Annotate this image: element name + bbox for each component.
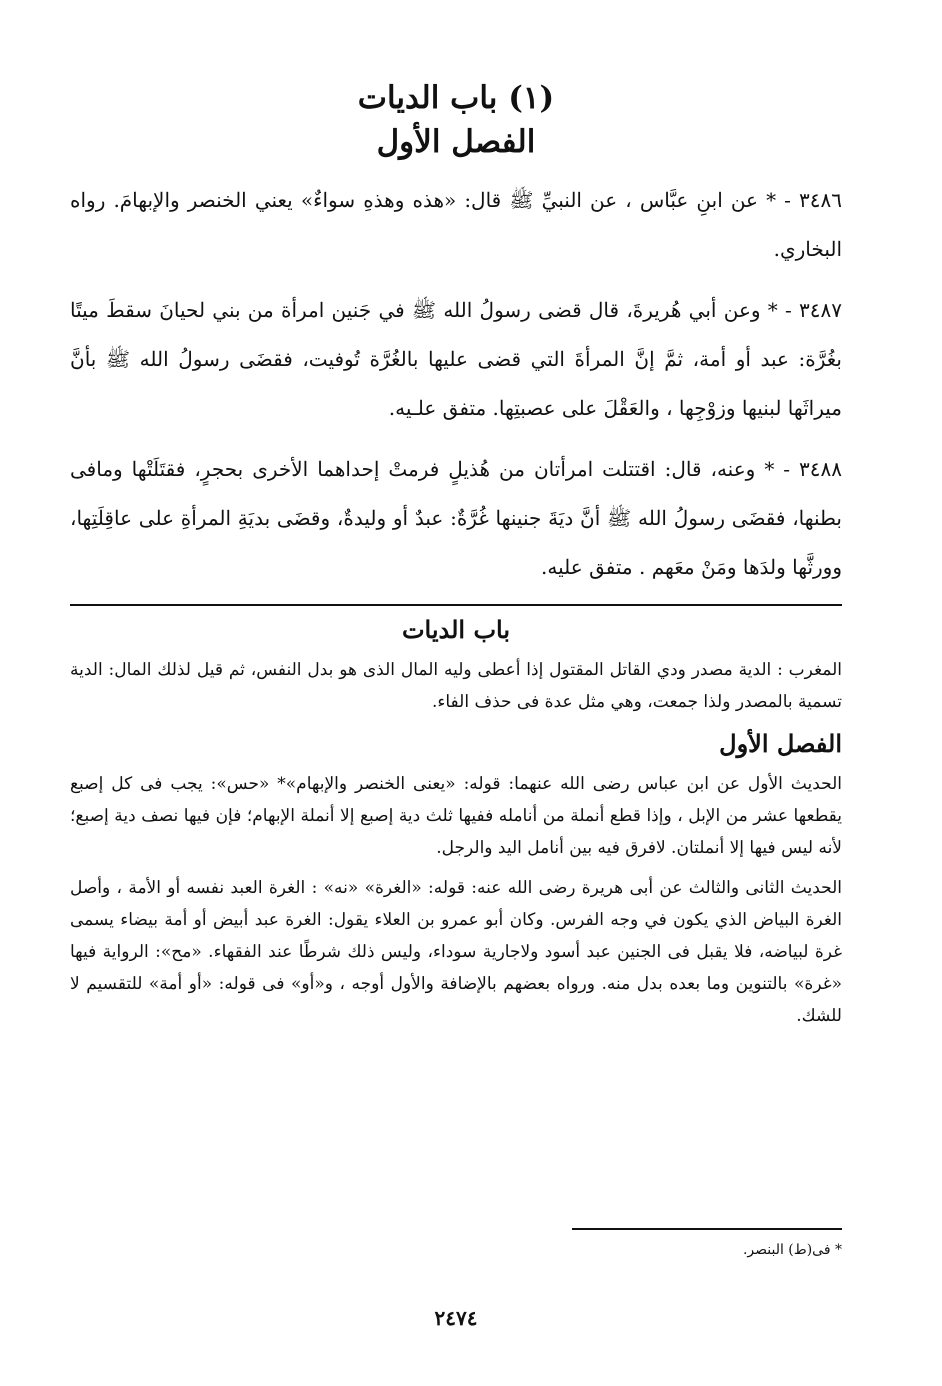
commentary-paragraph-1: الحديث الأول عن ابن عباس رضى الله عنهما: قوله: «يعنى الخنصر والإبهام»* «حس»: يجب فى كل إصبع يقطعها عشر من الإبل ، وإذا قطع أنملة من أنامله ففيها ثلث دية إصبع إلا أنملة الإبهام؛ فإن فيها نصف دية إصبع؛ لأنه ليس فيها إلا أنملتان. لافرق فيه بين أنامل اليد والرجل. [70, 774, 842, 858]
commentary-subtitle: الفصل الأول [719, 729, 842, 758]
hadith-text: عن ابنِ عبَّاس ، عن النبيِّ ﷺ قال: «هذه وهذهِ سواءٌ» يعني الخنصر والإبهامَ. رواه البخاري. [70, 188, 842, 261]
chapter-title: (١) باب الديات [357, 80, 555, 116]
section-title: الفصل الأول [376, 124, 536, 160]
commentary-divider [70, 604, 842, 606]
hadith-number: ٣٤٨٦ - * [766, 188, 842, 212]
footnote-rule [572, 1228, 842, 1230]
hadith-text: وعن أبي هُريرةَ، قال قضى رسولُ الله ﷺ في جَنين امرأة من بني لحيانَ سقطَ ميتًا بغُرَّة: عبد أو أمة، ثمَّ إنَّ المرأةَ التي قضى عليها بالغُرَّة تُوفيت، فقضَى رسولُ الله ﷺ بأنَّ ميراثَها لبنيها وزوْجِها ، والعَقْلَ على عصبتِها. متفق علـيه. [70, 298, 842, 420]
commentary-paragraph-2: الحديث الثانى والثالث عن أبى هريرة رضى الله عنه: قوله: «الغرة» «نه» : الغرة العبد نفسه أو الأمة ، وأصل الغرة البياض الذي يكون في وجه الفرس. وكان أبو عمرو بن العلاء يقول: الغرة عبد أبيض أو أمة بيضاء يسمى غرة لبياضه، فلا يقبل فى الجنين عبد أسود ولاجارية سوداء، وليس ذلك شرطًا عند الفقهاء. «مح»: الرواية فيها «غرة» بالتنوين وما بعده بدل منه. ورواه بعضهم بالإضافة والأول أوجه ، و«أو» فى قوله: «أو أمة» للتقسيم لا للشك. [70, 878, 842, 1026]
page-body [70, 70, 842, 1360]
hadith-3486 [70, 176, 842, 274]
hadith-3488 [70, 445, 842, 592]
page-number: ٢٤٧٤ [434, 1306, 478, 1330]
hadith-text: وعنه، قال: اقتتلت امرأتان من هُذيلٍ فرمتْ إحداهما الأخرى بحجرٍ، فقتَلَتْها ومافى بطنها، فقضَى رسولُ الله ﷺ أنَّ ديَةَ جنينها غُرَّةٌ: عبدٌ أو وليدةٌ، وقضَى بديَةِ المرأةِ على عاقِلَتِها، وورثَّها ولدَها ومَنْ معَهم . متفق عليه. [70, 457, 842, 579]
hadith-3487 [70, 286, 842, 433]
hadith-number: ٣٤٨٧ - * [767, 298, 842, 322]
footnote: * فى(ط) البنصر. [742, 1242, 842, 1258]
hadith-number: ٣٤٨٨ - * [764, 457, 843, 481]
commentary-title: باب الديات [401, 615, 511, 644]
commentary-intro: المغرب : الدية مصدر ودي القاتل المقتول إذا أعطى وليه المال الذى هو بدل النفس، ثم قيل لذلك المال: الدية تسمية بالمصدر ولذا جمعت، وهي مثل عدة فى حذف الفاء. [70, 660, 842, 712]
